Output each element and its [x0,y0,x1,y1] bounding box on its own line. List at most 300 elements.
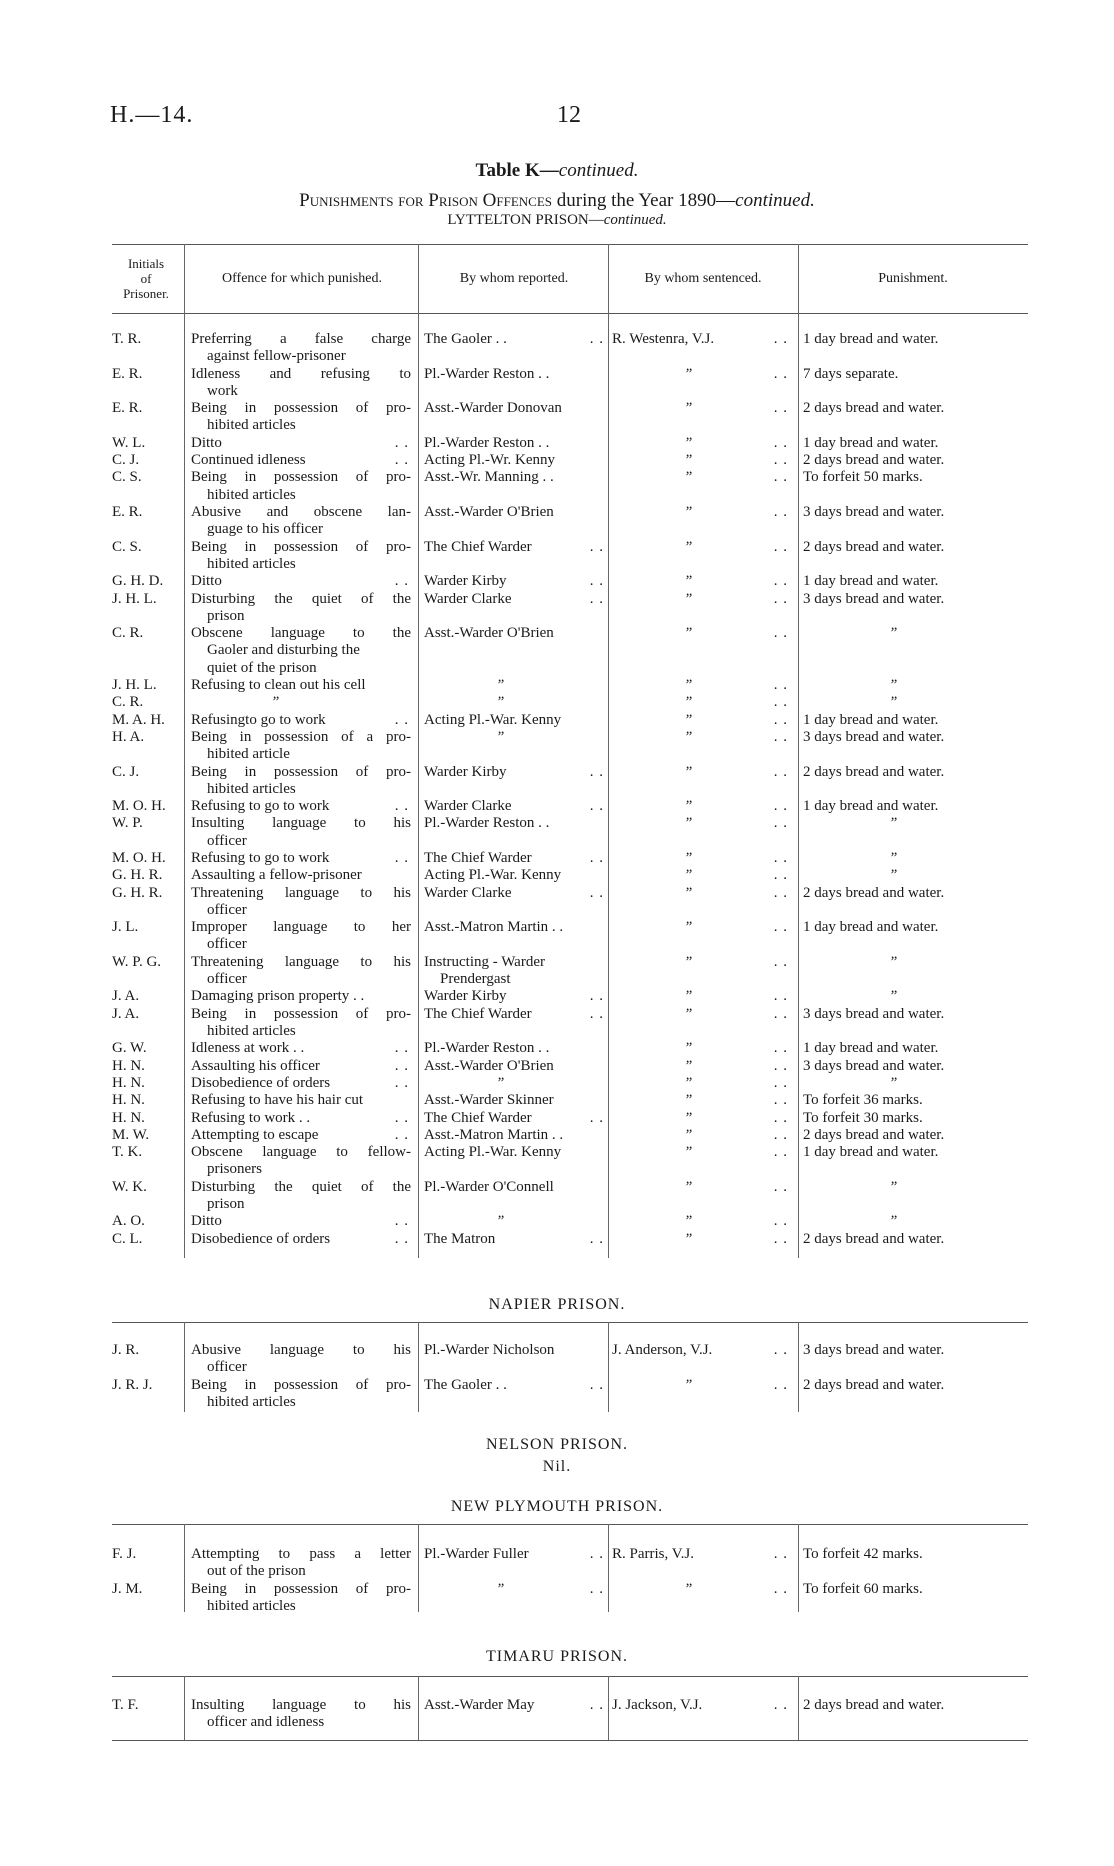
cell-reported [424,366,604,383]
reported-text: The Chief Warder [424,850,532,866]
leader-dots: . . [589,1376,604,1393]
offence-line: hibited articles [207,1597,296,1614]
sentenced-text: ” [684,590,693,607]
sentenced-text: ” [684,728,693,745]
cell-sentenced [612,712,788,729]
leader-dots: . . [773,573,788,590]
cell-reported [424,1377,604,1394]
cell-initials: J. A. [112,988,140,1005]
cell-punishment: ” [889,988,898,1005]
header-reported: By whom reported. [459,271,569,286]
cell-initials: G. H. D. [112,573,164,590]
cell-sentenced [612,815,788,832]
reported-text: Pl.-Warder Nicholson [424,1342,555,1358]
cell-offence [191,573,411,590]
cell-sentenced [612,954,788,971]
leader-dots: . . [589,1230,604,1247]
sentenced-text: ” [684,677,693,693]
cell-reported [424,712,604,729]
offence-line: hibited articles [207,555,296,572]
cell-punishment: 2 days bread and water. [803,452,945,469]
cell-reported [424,591,604,608]
leader-dots: . . [589,573,604,590]
offence-line: Improper language to her [191,919,411,936]
cell-initials: T. F. [112,1697,139,1713]
sentenced-text: ” [684,1092,693,1109]
cell-reported [424,452,604,469]
leader-dots: . . [773,694,788,711]
cell-initials: C. L. [112,1230,143,1247]
offence-line: Attempting to pass a letter [191,1546,411,1562]
reported-text: Asst.-Matron Martin . . [424,1126,564,1143]
offence-line: Refusing to work . . [191,1109,311,1126]
column-rule-4 [798,244,799,1258]
offence-line: Refusingto go to work [191,711,326,728]
cell-offence [191,591,411,626]
reported-text: Asst.-Matron Martin . . [424,919,564,936]
cell-offence [191,1058,411,1075]
reported-text: Acting Pl.-War. Kenny [424,867,562,884]
cell-sentenced [612,539,788,556]
leader-dots: . . [773,711,788,728]
leader-dots: . . [773,728,788,745]
sentenced-text: ” [684,1213,693,1230]
leader-dots: . . [773,365,788,382]
new-plymouth-column-rule-2 [418,1524,419,1612]
offence-line: officer [207,832,247,849]
leader-dots: . . [773,1040,788,1057]
offence-line: officer [207,971,247,988]
sentenced-text: R. Westenra, V.J. [612,331,715,347]
reported-text: Pl.-Warder Reston . . [424,434,550,451]
leader-dots: . . [773,590,788,607]
cell-sentenced [612,1006,788,1023]
cell-reported [424,435,604,452]
cell-sentenced [612,1342,788,1359]
offence-line: hibited articles [207,486,296,503]
cell-sentenced [612,452,788,469]
leader-dots: . . [394,1057,409,1074]
leader-dots: . . [773,1213,788,1230]
timaru-column-rule-2 [418,1676,419,1740]
offence-line: Abusive language to his [191,1342,411,1358]
offence-line: out of the prison [207,1563,306,1580]
cell-sentenced [612,625,788,642]
cell-punishment: 3 days bread and water. [803,590,945,607]
cell-punishment: ” [889,867,898,884]
nelson-prison-title: NELSON PRISON. [485,1436,628,1453]
timaru-bottom-rule [112,1740,1028,1741]
offence-line: Being in possession of pro- [191,469,411,486]
cell-reported [424,400,604,417]
reported-text: ” [496,1580,505,1597]
reported-text: ” [496,694,505,711]
cell-sentenced [612,867,788,884]
offence-line: Abusive and obscene lan- [191,504,411,520]
sentenced-text: ” [684,694,693,711]
offence-line: Being in possession of pro- [191,1580,411,1597]
cell-offence [191,1040,411,1057]
cell-sentenced [612,1213,788,1230]
cell-initials: W. P. G. [112,953,162,970]
sentenced-text: ” [684,452,693,469]
cell-initials: G. H. R. [112,884,163,901]
reported-text: Asst.-Warder Skinner [424,1092,554,1109]
offence-line: prisoners [207,1161,262,1178]
cell-reported [424,573,604,590]
cell-initials: E. R. [112,504,143,520]
cell-initials: H. N. [112,1074,145,1091]
cell-reported [424,1179,604,1196]
cell-reported [424,1546,604,1563]
cell-initials: M. O. H. [112,850,166,866]
sentenced-text: ” [684,400,693,417]
reported-text: The Chief Warder [424,1005,532,1022]
cell-initials: M. O. H. [112,798,166,815]
cell-offence [191,366,411,401]
leader-dots: . . [773,1074,788,1091]
cell-offence [191,452,411,469]
reported-text: Pl.-Warder Fuller [424,1546,529,1562]
header-initials [112,256,180,301]
reported-text: ” [496,677,505,693]
cell-punishment: 2 days bread and water. [803,884,945,901]
timaru-prison-title: TIMARU PRISON. [485,1648,628,1665]
cell-reported [424,850,604,867]
cell-offence [191,1231,411,1248]
reported-text: Asst.-Warder Donovan [424,400,562,417]
cell-reported [424,504,604,521]
sentenced-text: ” [684,763,693,780]
leader-dots: . . [589,538,604,555]
cell-sentenced [612,850,788,867]
table-title [0,160,1114,182]
sentenced-text: ” [684,711,693,728]
cell-sentenced [612,1231,788,1248]
offence-line: Obscene language to the [191,625,411,642]
leader-dots: . . [773,1546,788,1562]
offence-line: work [207,382,238,399]
cell-sentenced [612,591,788,608]
cell-punishment: ” [889,694,898,711]
leader-dots: . . [773,331,788,347]
leader-dots: . . [589,1697,604,1713]
leader-dots: . . [589,798,604,815]
cell-offence [191,400,411,435]
leader-dots: . . [394,1109,409,1126]
reported-text: Asst.-Wr. Manning . . [424,469,554,486]
offence-line: Continued idleness [191,452,306,469]
cell-punishment: ” [889,1074,898,1091]
sentenced-text: ” [684,1109,693,1126]
cell-reported [424,798,604,815]
cell-sentenced [612,798,788,815]
sentenced-text: ” [684,798,693,815]
cell-punishment: 2 days bread and water. [803,1697,945,1713]
cell-punishment: 2 days bread and water. [803,400,945,417]
cell-offence [191,1144,411,1179]
cell-sentenced [612,1697,788,1714]
cell-initials: E. R. [112,365,143,382]
napier-prison-title: NAPIER PRISON. [488,1296,626,1313]
reported-text: Instructing - Warder [424,953,545,970]
cell-sentenced [612,1144,788,1161]
column-rule-3 [608,244,609,1258]
cell-initials: T. R. [112,331,142,347]
cell-reported [424,885,604,902]
timaru-column-rule-3 [608,1676,609,1740]
leader-dots: . . [773,763,788,780]
offence-line: Ditto [191,434,222,451]
sentenced-text: ” [684,1144,693,1161]
leader-dots: . . [394,434,409,451]
reported-text: Acting Pl.-War. Kenny [424,1144,562,1161]
offence-line: Preferring a false charge [191,331,411,347]
cell-punishment: 2 days bread and water. [803,538,945,555]
sentenced-text: ” [684,1230,693,1247]
cell-offence [191,1697,411,1732]
timaru-column-rule-4 [798,1676,799,1740]
cell-initials: W. P. [112,815,143,832]
offence-line: Refusing to have his hair cut [191,1092,364,1109]
cell-reported [424,1092,604,1109]
offence-line: hibited articles [207,1022,296,1039]
cell-initials: H. N. [112,1109,145,1126]
leader-dots: . . [773,1342,788,1358]
napier-column-rule-4 [798,1322,799,1412]
cell-offence [191,1213,411,1230]
sentenced-text: J. Anderson, V.J. [612,1342,713,1358]
cell-reported [424,1144,604,1161]
cell-punishment: 3 days bread and water. [803,1342,945,1358]
header-initials-line-1: Initials [127,256,165,271]
sentenced-text: ” [684,538,693,555]
cell-offence [191,729,411,764]
offence-line: Disturbing the quiet of the [191,590,411,607]
cell-initials: C. S. [112,538,142,555]
leader-dots: . . [773,452,788,469]
cell-offence [191,539,411,574]
cell-initials: H. A. [112,728,145,745]
new-plymouth-column-rule-4 [798,1524,799,1612]
leader-dots: . . [773,1178,788,1195]
cell-reported [424,764,604,781]
reported-text: Asst.-Warder O'Brien [424,1057,554,1074]
leader-dots: . . [394,1213,409,1230]
offence-line: Idleness at work . . [191,1040,305,1057]
cell-offence [191,625,411,677]
cell-offence [191,1127,411,1144]
leader-dots: . . [773,850,788,866]
offence-line: Insulting language to his [191,1697,411,1713]
reported-text: The Chief Warder [424,1109,532,1126]
offence-line: Ditto [191,573,222,590]
sentenced-text: ” [684,1580,693,1597]
cell-offence [191,1342,411,1377]
leader-dots: . . [773,434,788,451]
offence-line: ” [271,694,280,711]
offence-line: Threatening language to his [191,953,411,970]
cell-offence [191,1377,411,1412]
header-sentenced: By whom sentenced. [644,271,762,286]
reported-text: Acting Pl.-Wr. Kenny [424,452,556,469]
cell-reported [424,469,604,486]
leader-dots: . . [773,1092,788,1109]
cell-initials: W. L. [112,434,146,451]
cell-offence [191,1546,411,1581]
sentenced-text: ” [684,365,693,382]
cell-offence [191,1006,411,1041]
napier-column-rule-3 [608,1322,609,1412]
page-header-code: H.—14. [110,102,194,128]
reported-text: Pl.-Warder O'Connell [424,1178,554,1195]
cell-sentenced [612,988,788,1005]
leader-dots: . . [394,798,409,815]
sentenced-text: ” [684,919,693,936]
leader-dots: . . [773,1230,788,1247]
offence-line: Insulting language to his [191,815,411,832]
cell-punishment: 2 days bread and water. [803,763,945,780]
leader-dots: . . [773,1580,788,1597]
reported-text: Warder Kirby [424,573,507,590]
offence-line: Disobedience of orders [191,1230,331,1247]
cell-offence [191,1581,411,1616]
leader-dots: . . [773,625,788,642]
leader-dots: . . [589,1005,604,1022]
offence-line: Refusing to go to work [191,798,330,815]
cell-sentenced [612,469,788,486]
reported-text: Warder Kirby [424,988,507,1005]
cell-sentenced [612,729,788,746]
leader-dots: . . [773,1005,788,1022]
offence-line: Threatening language to his [191,884,411,901]
cell-punishment: 1 day bread and water. [803,711,939,728]
cell-sentenced [612,366,788,383]
cell-reported [424,1342,604,1359]
sentenced-text: J. Jackson, V.J. [612,1697,703,1713]
cell-sentenced [612,1377,788,1394]
cell-sentenced [612,677,788,694]
sentenced-text: ” [684,1057,693,1074]
offence-line: Refusing to go to work [191,850,330,866]
cell-punishment: ” [889,1213,898,1230]
reported-text: Acting Pl.-War. Kenny [424,711,562,728]
leader-dots: . . [773,1376,788,1393]
offence-line: Refusing to clean out his cell [191,677,366,693]
offence-line: Idleness and refusing to [191,365,411,382]
cell-initials: F. J. [112,1546,137,1562]
cell-offence [191,1075,411,1092]
column-rule-2 [418,244,419,1258]
cell-reported [424,677,604,694]
nelson-prison-value: Nil. [542,1458,572,1475]
offence-line: prison [207,607,245,624]
cell-reported [424,729,604,746]
cell-reported [424,331,604,348]
reported-text: Asst.-Warder O'Brien [424,625,554,642]
cell-punishment: 1 day bread and water. [803,1040,939,1057]
cell-reported [424,988,604,1005]
lyttelton-prison-suffix: continued. [603,212,667,228]
new-plymouth-column-rule-1 [184,1524,185,1612]
cell-offence [191,954,411,989]
cell-offence [191,1110,411,1127]
sentenced-text: R. Parris, V.J. [612,1546,694,1562]
sentenced-text: ” [684,884,693,901]
cell-reported [424,1006,604,1023]
leader-dots: . . [773,884,788,901]
cell-reported [424,539,604,556]
cell-initials: C. R. [112,625,144,642]
cell-punishment: ” [889,625,898,642]
offence-line: guage to his officer [207,521,323,538]
header-punishment: Punishment. [878,271,948,286]
leader-dots: . . [394,1074,409,1091]
offence-line: officer [207,901,247,918]
cell-punishment: 2 days bread and water. [803,1376,945,1393]
cell-punishment: ” [889,850,898,866]
cell-offence [191,815,411,850]
cell-offence [191,435,411,452]
offence-line: Disobedience of orders [191,1074,331,1091]
cell-punishment: To forfeit 42 marks. [803,1546,923,1562]
offence-line: Being in possession of pro- [191,400,411,417]
cell-offence [191,919,411,954]
cell-punishment: 3 days bread and water. [803,504,945,520]
sentenced-text: ” [684,1178,693,1195]
leader-dots: . . [773,677,788,693]
cell-reported [424,867,604,884]
leader-dots: . . [589,1546,604,1562]
napier-column-rule-1 [184,1322,185,1412]
leader-dots: . . [773,798,788,815]
cell-initials: E. R. [112,400,143,417]
sentenced-text: ” [684,504,693,520]
cell-initials: M. W. [112,1126,150,1143]
offence-line: Being in possession of pro- [191,538,411,555]
leader-dots: . . [394,1040,409,1057]
column-rule-1 [184,244,185,1258]
cell-sentenced [612,1546,788,1563]
cell-initials: C. J. [112,452,140,469]
reported-text: The Gaoler . . [424,331,507,347]
timaru-top-rule [112,1676,1028,1677]
offence-line: Assaulting a fellow-prisoner [191,867,362,884]
cell-initials: J. H. L. [112,590,157,607]
leader-dots: . . [773,815,788,832]
table-header-rule [112,313,1028,314]
cell-initials: J. R. [112,1342,140,1358]
reported-text-line-2: Prendergast [440,971,511,988]
lyttelton-prison-title [0,212,1114,229]
cell-initials: J. M. [112,1580,143,1597]
offence-line: hibited articles [207,780,296,797]
leader-dots: . . [589,331,604,347]
cell-sentenced [612,435,788,452]
main-title-suffix: continued. [735,190,815,211]
cell-initials: H. N. [112,1057,145,1074]
new-plymouth-column-rule-3 [608,1524,609,1612]
sentenced-text: ” [684,850,693,866]
sentenced-text: ” [684,625,693,642]
cell-initials: A. O. [112,1213,145,1230]
cell-sentenced [612,919,788,936]
main-title-prefix: Punishments for Prison Offences [299,190,552,211]
cell-reported [424,1697,604,1714]
cell-offence [191,1179,411,1214]
cell-sentenced [612,1040,788,1057]
reported-text: Pl.-Warder Reston . . [424,815,550,832]
